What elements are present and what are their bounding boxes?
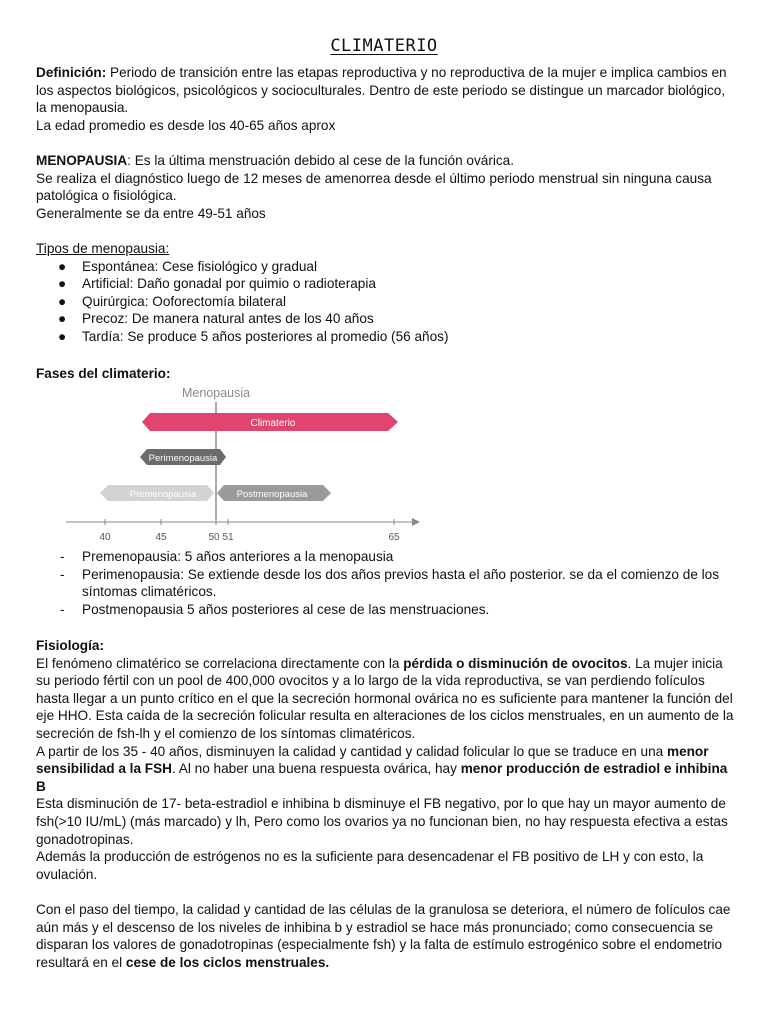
list-item <box>36 258 736 276</box>
list-item <box>36 328 736 346</box>
axis-tick-label: 51 <box>222 532 234 543</box>
physiology-paragraph-5: Con el paso del tiempo, la calidad y cantidad de las células de la granulosa se deteriora, el número de folículos cae aún más y el descenso de los niveles de inhibina b y estradiol se hace más pronunciado; como consecuencia se disparan los valores de gonadotropinas (especialmente fsh) y la falta de estímulo estrogénico sobre el endometrio resultará en el cese de los ciclos menstruales. <box>36 901 731 970</box>
age-range-text: La edad promedio es desde los 40-65 años aprox <box>36 117 336 133</box>
list-item-text: Premenopausia: 5 años anteriores a la menopausia <box>82 549 394 564</box>
phases-list-section <box>36 548 736 618</box>
physiology-section <box>36 637 736 971</box>
climaterio-label: Climaterio <box>250 418 296 429</box>
types-heading: Tipos de menopausia: <box>36 241 170 256</box>
definition-section <box>36 64 736 134</box>
bullet-icon: ● <box>58 276 67 292</box>
axis-tick-label: 50 <box>208 532 220 543</box>
definition-label: Definición: <box>36 65 107 80</box>
physiology-paragraph-3: Esta disminución de 17- beta-estradiol e inhibina b disminuye el FB negativo, por lo que hay un mayor aumento de fsh(>10 IU/mL) (más marcado) y lh, Pero como los ovarios ya no funcionan bien, no hay respuesta efectiva a estas gonadotropinas. <box>36 796 728 847</box>
bullet-icon: ● <box>58 258 67 274</box>
list-item <box>36 601 736 619</box>
list-item-text: Postmenopausia 5 años posteriores al cese de las menstruaciones. <box>82 601 490 617</box>
types-section <box>36 240 736 346</box>
menopause-marker-label: Menopausia <box>182 386 251 400</box>
bullet-icon: ● <box>58 328 67 344</box>
premenopausia-label: Premenopausia <box>129 489 197 500</box>
menopause-label: MENOPAUSIA <box>36 153 128 168</box>
list-item-text: Artificial: Daño gonadal por quimio o radioterapia <box>82 276 376 292</box>
list-item-text: Tardía: Se produce 5 años posteriores al promedio (56 años) <box>82 328 449 344</box>
types-list <box>36 258 736 346</box>
menopause-paragraph <box>36 152 736 170</box>
axis-arrow-icon <box>412 518 420 526</box>
perimenopausia-label: Perimenopausia <box>148 453 218 464</box>
definition-paragraph <box>36 64 736 117</box>
bullet-icon: ● <box>58 311 67 327</box>
postmenopausia-label: Postmenopausia <box>236 489 308 500</box>
diagnosis-text: Se realiza el diagnóstico luego de 12 meses de amenorrea desde el último periodo menstrual sin ninguna causa patológica o fisiológica. <box>36 170 712 204</box>
menopause-age-text: Generalmente se da entre 49-51 años <box>36 205 266 221</box>
menopause-text: : Es la última menstruación debido al cese de la función ovárica. <box>127 153 515 168</box>
list-item <box>36 275 736 293</box>
axis-tick-label: 65 <box>388 532 400 543</box>
axis-tick-label: 45 <box>155 532 167 543</box>
list-item <box>36 548 736 566</box>
list-item-text: Precoz: De manera natural antes de los 40 años <box>82 311 374 327</box>
menopause-section <box>36 152 736 222</box>
phases-list <box>36 548 736 618</box>
definition-text: Periodo de transición entre las etapas reproductiva y no reproductiva de la mujer e implica cambios en los aspectos biológicos, psicológicos y socioculturales. Dentro de este periodo se distingue un marcador biológico, la menopausia. <box>36 65 727 116</box>
list-item-text: Espontánea: Cese fisiológico y gradual <box>82 258 318 274</box>
dash-icon: - <box>60 566 65 582</box>
phases-diagram <box>60 380 430 545</box>
bullet-icon: ● <box>58 293 67 309</box>
list-item <box>36 566 736 601</box>
physiology-heading: Fisiología: <box>36 638 104 653</box>
list-item-text: Quirúrgica: Ooforectomía bilateral <box>82 293 286 309</box>
list-item <box>36 293 736 311</box>
dash-icon: - <box>60 549 65 564</box>
list-item-text: Perimenopausia: Se extiende desde los dos años previos hasta el año posterior. se da el comienzo de los síntomas climatéricos. <box>82 566 720 600</box>
phases-heading: Fases del climaterio: <box>36 366 171 381</box>
physiology-paragraph-2: A partir de los 35 - 40 años, disminuyen la calidad y cantidad y calidad folicular lo que se traduce en una menor sensibilidad a la FSH. Al no haber una buena respuesta ovárica, hay menor producción de estradiol e inhibina B <box>36 743 728 794</box>
dash-icon: - <box>60 601 65 617</box>
physiology-paragraph-4: Además la producción de estrógenos no es la suficiente para desencadenar el FB positivo de LH y con esto, la ovulación. <box>36 849 704 882</box>
axis-tick-label: 40 <box>99 532 111 543</box>
document-title: CLIMATERIO <box>330 36 438 56</box>
physiology-paragraph-1: El fenómeno climatérico se correlaciona directamente con la pérdida o disminución de ovocitos. La mujer inicia su periodo fértil con un pool de 400,000 ovocitos y a lo largo de la vida reproductiva, se van perdiendo folículos hasta llegar a un punto crítico en el que la secreción hormonal ovárica no es suficiente para mantener la función del eje HHO. Esta caída de la secreción folicular resulta en alteraciones de los ciclos menstruales, en un aumento de la secreción de fsh-lh y el comienzo de los síntomas climatéricos. <box>36 655 734 741</box>
list-item <box>36 310 736 328</box>
